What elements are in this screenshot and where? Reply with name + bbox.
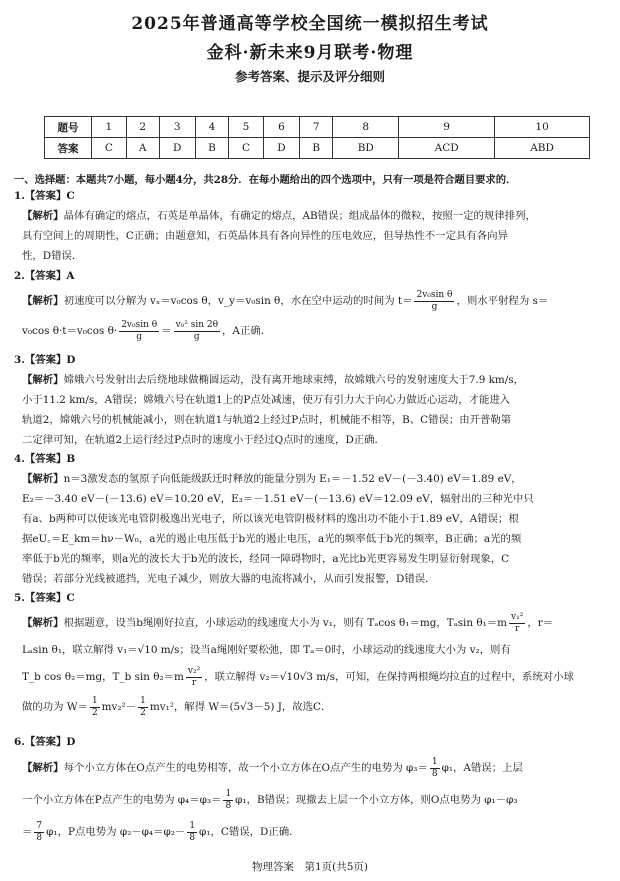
fraction: [186, 666, 202, 689]
q2-text: ＝: [161, 325, 172, 337]
q3-answer: D: [66, 354, 76, 366]
q1-number: 1.: [14, 190, 25, 202]
exam-subtitle: 金科·新未来9月联考·物理: [206, 43, 414, 63]
cell-answer: C: [92, 138, 127, 159]
q6-line: [14, 784, 604, 816]
q2-text: v₀cos θ·t＝v₀cos θ·: [22, 325, 118, 337]
q2-text: ，则水平射程为 s＝: [456, 295, 549, 307]
q2-text: 初速度可以分解为 vₓ＝v₀cos θ，v_y＝v₀sin θ，水在空中运动的时间为 t＝: [63, 295, 413, 307]
q6-text: 一个小立方体在P点产生的电势为 φ₄＝φ₃＝: [22, 794, 222, 806]
numerator: 1: [189, 820, 196, 831]
question-3: [14, 350, 604, 450]
q5-text: ，r＝: [527, 617, 554, 629]
analysis-label: 【解析】: [22, 374, 64, 386]
denominator: g: [431, 301, 438, 312]
denominator: 8: [189, 832, 196, 843]
cell-answer: B: [195, 138, 228, 159]
cell-answer: A: [126, 138, 159, 159]
denominator: 8: [225, 800, 232, 811]
fraction: [34, 821, 44, 844]
answer-table: [44, 116, 590, 159]
q2-number: 2.: [14, 270, 25, 282]
analysis-label: 【解析】: [22, 473, 64, 485]
denominator: r: [191, 677, 197, 688]
fraction: [414, 290, 454, 313]
answer-label: 【答案】: [24, 354, 67, 366]
q3-analysis-line: [14, 370, 604, 390]
question-number-row: [45, 117, 590, 138]
fraction: [430, 757, 440, 780]
fraction: [119, 320, 159, 343]
q4-number: 4.: [14, 453, 25, 465]
answer-label: 【答案】: [24, 592, 67, 604]
q5-text: mv₂²－: [101, 701, 137, 713]
question-6: [14, 732, 604, 848]
q1-answer: C: [66, 190, 75, 202]
q4-answer: B: [66, 453, 76, 465]
numerator: v₀² sin 2θ: [175, 319, 219, 330]
numerator: 7: [36, 820, 43, 831]
q5-text: T_b cos θ₂＝mg，T_b sin θ₂＝m: [22, 671, 184, 683]
page-footer: 物理答案 第1页(共5页): [251, 861, 369, 873]
q6-text: φ₁，C错误，D正确．: [199, 826, 300, 838]
q4-answer-line: [14, 449, 604, 469]
cell-number: 9: [399, 117, 495, 138]
cell-number: 10: [495, 117, 590, 138]
cell-answer: D: [159, 138, 195, 159]
q6-text: 每个小立方体在O点产生的电势相等，故一个小立方体在O点产生的电势为 φ₃＝: [63, 762, 428, 774]
q5-line: [14, 662, 604, 692]
numerator: v₂²: [187, 665, 201, 676]
cell-number: 1: [92, 117, 127, 138]
q6-answer-line: [14, 732, 604, 752]
question-5: [14, 588, 604, 722]
q5-text: 根据题意，设当b绳刚好拉直，小球运动的线速度大小为 v₁，则有 Tₐcos θ₁＝mg，Tₐsin θ₁＝m: [63, 617, 508, 629]
cell-number: 2: [126, 117, 159, 138]
cell-number: 3: [159, 117, 195, 138]
denominator: g: [136, 331, 143, 342]
q6-analysis-line: [14, 752, 604, 784]
q4-text: 错误；若部分光线被遮挡，光电子减少，则放大器的电流将减小，从而引发报警，D错误．: [22, 573, 436, 585]
q6-text: φ₁，A错误；上层: [441, 762, 523, 774]
q1-text: 晶体有确定的熔点，石英是单晶体，有确定的熔点，AB错误；组成晶体的微粒，按照一定的规律排列，: [63, 210, 536, 222]
q5-answer-line: [14, 588, 604, 608]
cell-answer: ABD: [495, 138, 590, 159]
q3-number: 3.: [14, 354, 25, 366]
denominator: 2: [140, 707, 146, 718]
q4-analysis-line: [14, 469, 604, 489]
numerator: 1: [431, 756, 438, 767]
q3-text: 嫦娥六号发射出去后绕地球做椭圆运动，没有离开地球束缚，故嫦娥六号的发射速度大于7.9 km/s，: [63, 374, 524, 386]
numerator: 1: [140, 695, 146, 706]
numerator: 2v₀sin θ: [121, 319, 158, 330]
fraction: [223, 789, 233, 812]
analysis-label: 【解析】: [22, 617, 64, 629]
denominator: 2: [91, 707, 98, 718]
numerator: v₁²: [511, 611, 524, 622]
q2-answer-line: [14, 266, 604, 286]
q2-answer: A: [66, 270, 75, 282]
row-label-number: 题号: [45, 117, 92, 138]
q5-line: [14, 692, 604, 722]
q1-analysis-line: [14, 206, 604, 226]
q2-text: ，A正确．: [222, 325, 272, 337]
cell-answer: B: [299, 138, 332, 159]
q3-answer-line: [14, 350, 604, 370]
q4-text: E₂＝－3.40 eV－(－13.6) eV＝10.20 eV，E₃＝－1.51 eV－(－13.6) eV＝12.09 eV，辐射出的三种光中只: [22, 493, 534, 505]
q4-text: 据eU꜀＝E_km＝hν－W₀，a光的遏止电压低于b光的遏止电压，a光的频率低于b光的频率，B正确；a光的频: [22, 533, 522, 545]
question-4: [14, 449, 604, 589]
cell-answer: D: [263, 138, 299, 159]
cell-number: 7: [299, 117, 332, 138]
q6-text: φ₁，P点电势为 φ₂－φ₄＝φ₂－: [46, 826, 186, 838]
fraction: [138, 696, 148, 719]
denominator: 8: [431, 768, 438, 779]
q6-text: φ₁，B错误；现撤去上层一个小立方体，则O点电势为 φ₁－φ₃: [235, 794, 518, 806]
denominator: r: [515, 623, 520, 634]
analysis-label: 【解析】: [22, 295, 64, 307]
q5-text: ，联立解得 v₂＝√10√3 m/s，可知，在保持两根绳均拉直的过程中，系统对小球: [204, 671, 574, 683]
cell-number: 6: [263, 117, 299, 138]
answer-row: [45, 138, 590, 159]
q1-text: 具有空间上的周期性，C正确；由题意知，石英晶体具有各向异性的压电效应，但导热性不一定具有各向异: [22, 230, 508, 242]
q3-text: 轨道2，嫦娥六号的机械能减小，则在轨道1与轨道2上经过P点时，机械能不相等，B、C错误；由开普勒第: [22, 414, 512, 426]
fraction: [187, 821, 197, 844]
q4-text: n＝3激发态的氢原子向低能级跃迁时释放的能量分别为 E₁＝－1.52 eV－(－3.40) eV＝1.89 eV，: [63, 473, 522, 485]
cell-answer: BD: [333, 138, 399, 159]
cell-answer: ACD: [399, 138, 495, 159]
q2-analysis-line: [14, 286, 604, 316]
q6-number: 6.: [14, 736, 25, 748]
analysis-label: 【解析】: [22, 210, 64, 222]
section-heading: 一、选择题：本题共7小题，每小题4分，共28分．在每小题给出的四个选项中，只有一项是符合题目要求的．: [14, 174, 517, 186]
numerator: 1: [225, 788, 232, 799]
answer-label: 【答案】: [24, 190, 67, 202]
cell-number: 5: [229, 117, 264, 138]
question-2: [14, 266, 604, 346]
cell-number: 4: [195, 117, 228, 138]
q6-answer: D: [66, 736, 76, 748]
q5-text: mv₁²，解得 W＝(5√3－5) J，故选C．: [149, 701, 332, 713]
answer-label: 【答案】: [24, 736, 67, 748]
q1-text: 性，D错误．: [22, 250, 83, 262]
q1-answer-line: [14, 186, 604, 206]
doc-heading: 参考答案、提示及评分细则: [234, 69, 385, 84]
analysis-label: 【解析】: [22, 762, 64, 774]
cell-number: 8: [333, 117, 399, 138]
fraction: [509, 612, 525, 635]
numerator: 2v₀sin θ: [416, 289, 453, 300]
q5-analysis-line: [14, 608, 604, 638]
answer-label: 【答案】: [24, 270, 67, 282]
exam-title: 2025年普通高等学校全国统一模拟招生考试: [131, 14, 489, 34]
cell-answer: C: [229, 138, 264, 159]
q4-text: 率低于b光的频率，则a光的波长大于b光的波长，经同一障碍物时，a光比b光更容易发生明显衍射现象，C: [22, 553, 510, 565]
q4-text: 有a、b两种可以使该光电管阴极逸出光电子，所以该光电管阴极材料的逸出功不能小于1.89 eV，A错误；根: [22, 513, 519, 525]
q5-answer: C: [66, 592, 75, 604]
q3-text: 二定律可知，在轨道2上运行经过P点时的速度小于经过Q点时的速度，D正确．: [22, 434, 385, 446]
q5-number: 5.: [14, 592, 25, 604]
fraction: [90, 696, 100, 719]
numerator: 1: [91, 695, 98, 706]
q5-text: 做的功为 W＝: [22, 701, 88, 713]
q3-text: 小于11.2 km/s，A错误；嫦娥六号在轨道1上的P点处减速，使万有引力大于向心力做近心运动，才能进入: [22, 394, 511, 406]
q2-line: [14, 316, 604, 346]
q5-text: Lₐsin θ₁，联立解得 v₁＝√10 m/s；设当a绳刚好要松弛，即 Tₐ＝0时，小球运动的线速度大小为 v₂，则有: [22, 644, 511, 656]
q6-text: ＝: [22, 826, 33, 838]
denominator: 8: [36, 832, 43, 843]
q6-line: [14, 816, 604, 848]
answer-label: 【答案】: [24, 453, 67, 465]
fraction: [174, 320, 220, 343]
question-1: [14, 186, 604, 266]
row-label-answer: 答案: [45, 138, 92, 159]
denominator: g: [193, 331, 200, 342]
